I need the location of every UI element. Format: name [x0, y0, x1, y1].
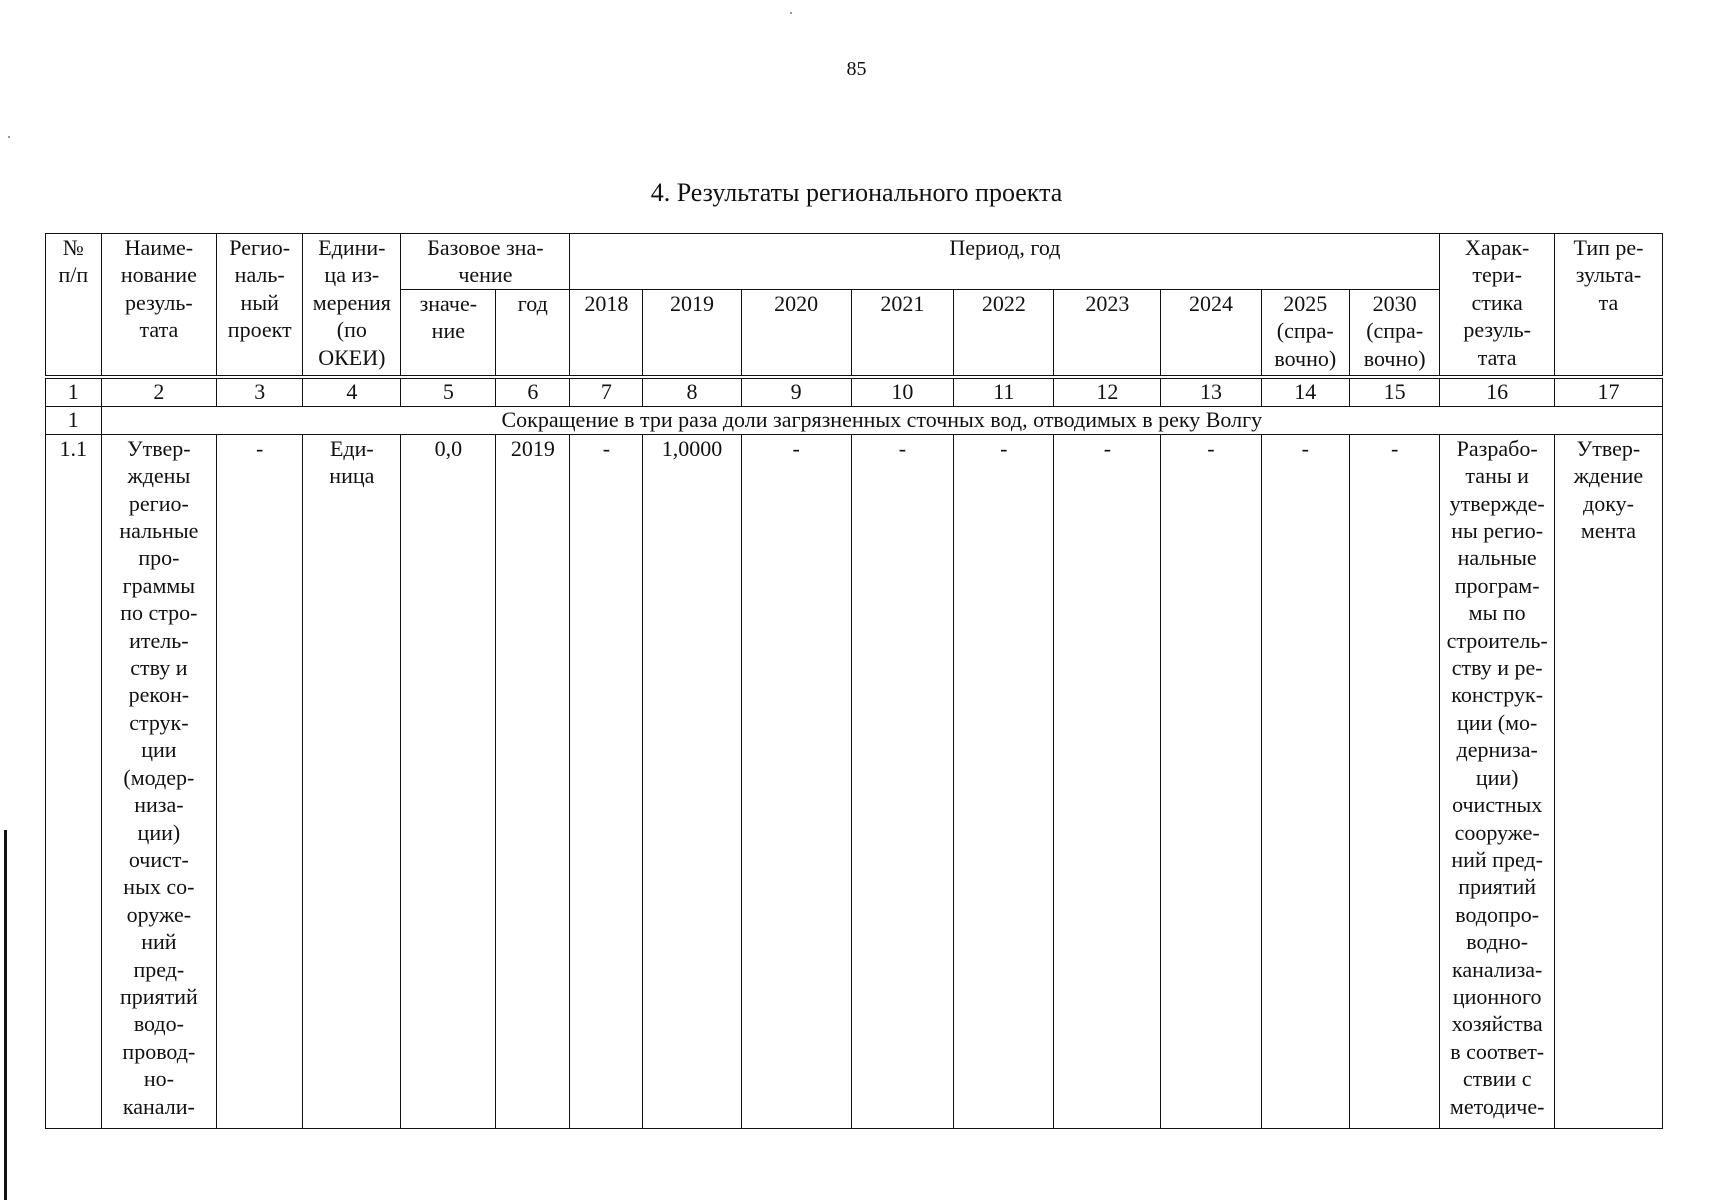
- header-year-2024: 2024: [1161, 289, 1261, 377]
- scan-edge-mark: [4, 830, 7, 1200]
- result-type-cell: Утвер- ждение доку- мента: [1554, 434, 1662, 1128]
- section-task-title: Сокращение в три раза доли загрязненных сточных вод, отводимых в реку Волгу: [101, 406, 1662, 434]
- header-number: № п/п: [46, 234, 102, 377]
- column-number: 16: [1440, 377, 1554, 407]
- header-result-type: Тип ре- зульта- та: [1554, 234, 1662, 377]
- base-year-cell: 2019: [496, 434, 570, 1128]
- header-base-value-value: значе- ние: [401, 289, 496, 377]
- value-2030-cell: -: [1349, 434, 1440, 1128]
- header-period: Период, год: [570, 234, 1440, 290]
- column-number: 4: [303, 377, 401, 407]
- column-number: 2: [101, 377, 217, 407]
- value-2019-cell: 1,0000: [643, 434, 741, 1128]
- table-row: [46, 434, 1663, 1128]
- characteristic-cell: Разрабо- таны и утвержде- ны регио- нальные програм- мы по строитель- ству и ре- конструк- ции (мо- дерниза- ции) очистных сооруже- ний пред- приятий водопро- водно- канализа- ционного хозяйства в соответ- ствии с методиче-: [1440, 434, 1554, 1128]
- column-number: 9: [741, 377, 851, 407]
- column-number: 15: [1349, 377, 1440, 407]
- page-number: 85: [846, 58, 867, 80]
- column-number: 3: [217, 377, 303, 407]
- regional-project-cell: -: [217, 434, 303, 1128]
- header-base-value-year: год: [496, 289, 570, 377]
- value-2021-cell: -: [851, 434, 953, 1128]
- header-year-2019: 2019: [643, 289, 741, 377]
- column-number: 10: [851, 377, 953, 407]
- column-number: 8: [643, 377, 741, 407]
- header-regional-project: Регио- наль- ный проект: [217, 234, 303, 377]
- column-number: 13: [1161, 377, 1261, 407]
- value-2022-cell: -: [954, 434, 1054, 1128]
- column-number: 1: [46, 377, 102, 407]
- row-number: 1.1: [46, 434, 102, 1128]
- column-number: 12: [1054, 377, 1161, 407]
- header-unit: Едини- ца из- мерения (по ОКЕИ): [303, 234, 401, 377]
- value-2020-cell: -: [741, 434, 851, 1128]
- value-2025-cell: -: [1261, 434, 1349, 1128]
- header-result-name: Наиме- нование резуль- тата: [101, 234, 217, 377]
- header-year-2023: 2023: [1054, 289, 1161, 377]
- header-year-2025: 2025 (спра- вочно): [1261, 289, 1349, 377]
- column-number: 11: [954, 377, 1054, 407]
- header-year-2030: 2030 (спра- вочно): [1349, 289, 1440, 377]
- column-number: 6: [496, 377, 570, 407]
- value-2023-cell: -: [1054, 434, 1161, 1128]
- value-2024-cell: -: [1161, 434, 1261, 1128]
- header-characteristic: Харак- тери- стика резуль- тата: [1440, 234, 1554, 377]
- header-year-2021: 2021: [851, 289, 953, 377]
- scan-speck: [8, 136, 10, 138]
- column-number: 14: [1261, 377, 1349, 407]
- column-number: 17: [1554, 377, 1662, 407]
- column-number-row: [46, 377, 1663, 407]
- section-row: [46, 406, 1663, 434]
- unit-cell: Еди- ница: [303, 434, 401, 1128]
- section-number: 1: [46, 406, 102, 434]
- value-2018-cell: -: [570, 434, 643, 1128]
- header-year-2018: 2018: [570, 289, 643, 377]
- result-name-cell: Утвер- ждены регио- нальные про- граммы по стро- итель- ству и рекон- струк- ции (модер- низа- ции) очист- ных со- оруже- ний пред- приятий водо- провод- но- канали-: [101, 434, 217, 1128]
- section-title: 4. Результаты регионального проекта: [650, 178, 1063, 207]
- scan-speck: [790, 12, 792, 14]
- header-base-value: Базовое зна- чение: [401, 234, 570, 290]
- header-row: [46, 234, 1663, 290]
- header-year-2020: 2020: [741, 289, 851, 377]
- column-number: 5: [401, 377, 496, 407]
- base-value-cell: 0,0: [401, 434, 496, 1128]
- results-table: [45, 233, 1663, 1129]
- column-number: 7: [570, 377, 643, 407]
- header-year-2022: 2022: [954, 289, 1054, 377]
